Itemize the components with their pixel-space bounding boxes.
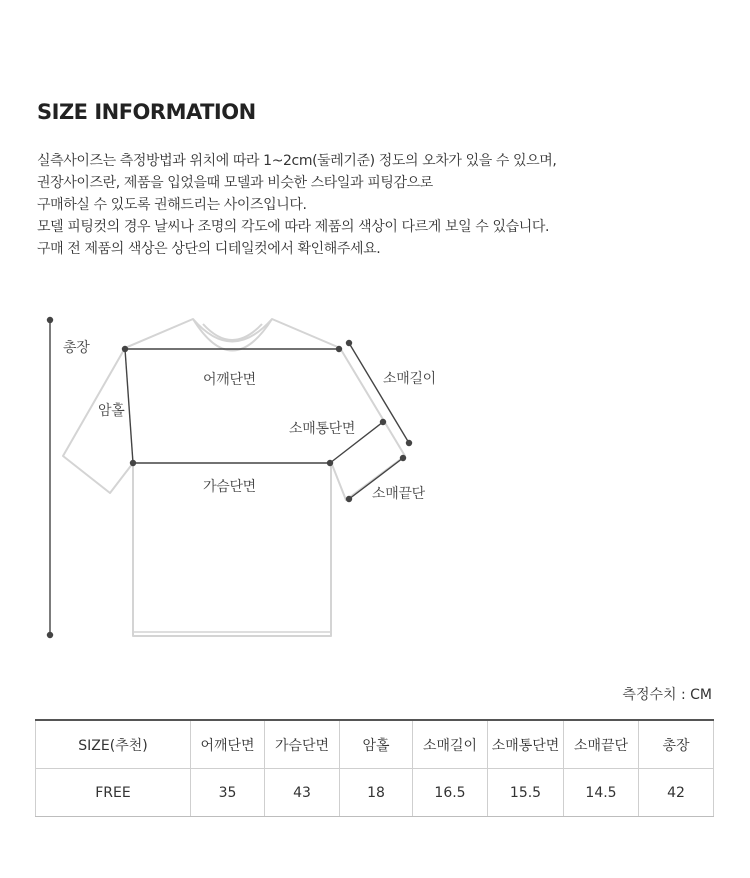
cell-total-length: 42	[639, 769, 714, 817]
chest-label: 가슴단면	[203, 479, 256, 495]
tshirt-illustration	[0, 290, 750, 660]
header-armhole: 암홀	[340, 720, 413, 769]
cell-sleeve-length: 16.5	[413, 769, 488, 817]
header-shoulder: 어깨단면	[191, 720, 265, 769]
cell-chest: 43	[265, 769, 340, 817]
description-line: 구매 전 제품의 색상은 상단의 디테일컷에서 확인해주세요.	[37, 241, 381, 257]
table-header-row	[36, 720, 714, 769]
header-sleeve-width: 소매통단면	[488, 720, 564, 769]
cell-shoulder: 35	[191, 769, 265, 817]
header-size: SIZE(추천)	[36, 720, 191, 769]
cell-size: FREE	[36, 769, 191, 817]
header-chest: 가슴단면	[265, 720, 340, 769]
armhole-label: 암홀	[98, 403, 125, 419]
header-total-length: 총장	[639, 720, 714, 769]
sleeve-end-label: 소매끝단	[372, 486, 425, 502]
cell-sleeve-width: 15.5	[488, 769, 564, 817]
header-sleeve-end: 소매끝단	[564, 720, 639, 769]
sleeve-length-label: 소매길이	[383, 371, 436, 387]
description-line: 권장사이즈란, 제품을 입었을때 모델과 비슷한 스타일과 피팅감으로	[37, 175, 433, 191]
description	[37, 150, 727, 260]
table-row	[36, 769, 714, 817]
description-line: 구매하실 수 있도록 권해드리는 사이즈입니다.	[37, 197, 307, 213]
cell-armhole: 18	[340, 769, 413, 817]
header-sleeve-length: 소매길이	[413, 720, 488, 769]
cell-sleeve-end: 14.5	[564, 769, 639, 817]
sleeve-width-label: 소매통단면	[289, 421, 356, 437]
page-title: SIZE INFORMATION	[37, 100, 256, 124]
unit-label: 측정수치 : CM	[622, 687, 712, 703]
shoulder-label: 어깨단면	[203, 372, 256, 388]
description-line: 모델 피팅컷의 경우 날씨나 조명의 각도에 따라 제품의 색상이 다르게 보일 수 있습니다.	[37, 219, 549, 235]
total-length-label: 총장	[63, 340, 90, 356]
description-line: 실측사이즈는 측정방법과 위치에 따라 1~2cm(둘레기준) 정도의 오차가 있을 수 있으며,	[37, 153, 557, 169]
size-diagram	[0, 290, 750, 660]
size-table	[35, 719, 714, 817]
